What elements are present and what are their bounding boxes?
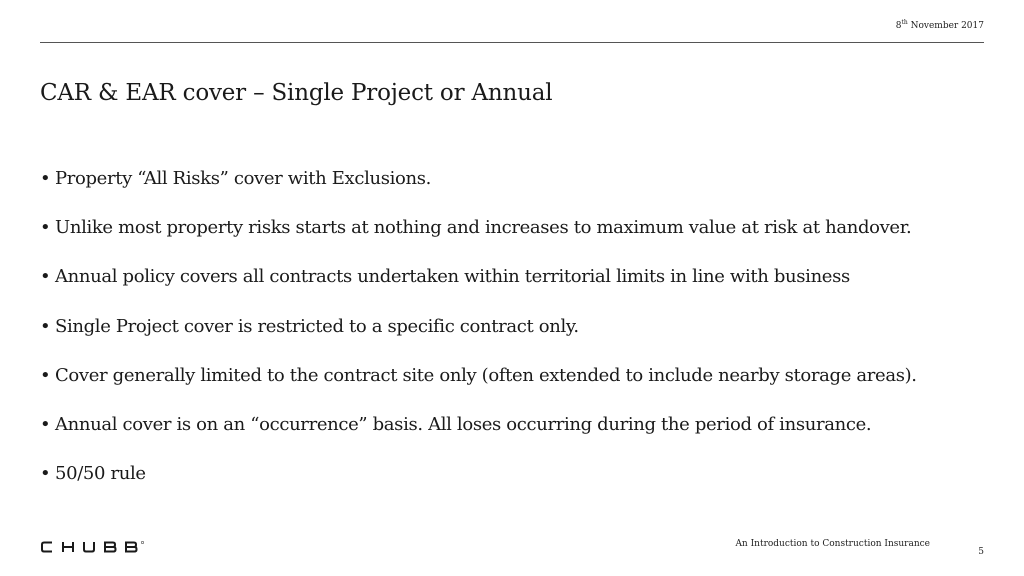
slide-date [896, 21, 984, 31]
header-divider [40, 42, 984, 43]
bullet-item [40, 363, 917, 412]
bullet-item [40, 412, 917, 461]
date-suffix: th [901, 19, 908, 26]
bullet-item [40, 314, 917, 363]
bullet-item [40, 166, 917, 215]
bullet-dot: • [40, 413, 51, 435]
bullet-text: Single Project cover is restricted to a specific contract only. [55, 315, 579, 337]
bullet-text: Unlike most property risks starts at nothing and increases to maximum value at risk at handover. [55, 217, 912, 239]
bullet-item [40, 461, 917, 510]
bullet-item [40, 264, 917, 313]
bullet-text: 50/50 rule [55, 463, 146, 485]
bullet-dot: • [40, 364, 51, 386]
date-rest: November 2017 [907, 21, 984, 31]
bullet-dot: • [40, 315, 51, 337]
presentation-title: An Introduction to Construction Insurance [735, 539, 930, 549]
page-number: 5 [978, 547, 984, 557]
bullet-text: Annual cover is on an “occurrence” basis. All loses occurring during the period of insurance. [55, 413, 872, 435]
bullet-text: Property “All Risks” cover with Exclusions. [55, 168, 432, 189]
bullet-dot: • [40, 463, 51, 485]
date-day: 8 [895, 21, 902, 31]
bullet-dot: • [40, 217, 51, 239]
bullet-text: Cover generally limited to the contract site only (often extended to include nearby storage areas). [55, 364, 917, 386]
bullet-dot: • [40, 168, 51, 189]
slide-title: CAR & EAR cover – Single Project or Annual [40, 80, 553, 106]
bullet-text: Annual policy covers all contracts undertaken within territorial limits in line with business [55, 266, 850, 288]
chubb-logo [40, 540, 146, 554]
bullet-dot: • [40, 266, 51, 288]
bullet-item [40, 215, 917, 264]
bullet-list [40, 166, 917, 510]
